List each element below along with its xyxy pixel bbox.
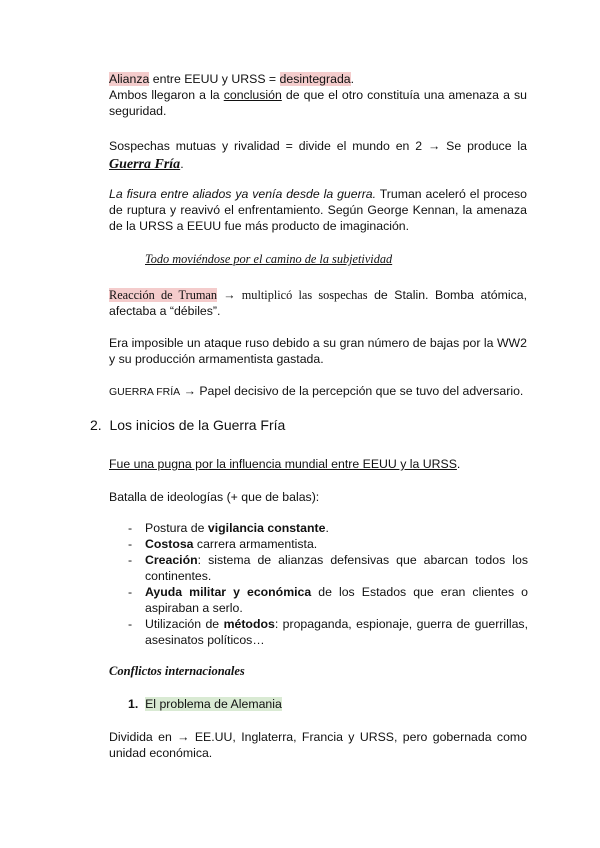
paragraph-conclusion [109,87,527,119]
list-item [128,552,528,584]
bold-term: Costosa [145,537,194,551]
bold-term: vigilancia constante [207,521,326,535]
text: : propaganda, espionaje, guerra de guerrillas, asesinatos políticos… [145,617,528,647]
heading-title: Los inicios de la Guerra Fría [109,417,286,433]
text: carrera armamentista. [193,537,318,551]
paragraph-fisura [109,186,527,234]
paragraph-reaccion-truman [109,287,527,319]
text: → multiplicó las sospechas [217,288,368,302]
text: : sistema de alianzas defensivas que abarcan todos los continentes. [145,553,528,583]
item-number: 1. [128,697,139,711]
paragraph-guerra-fria-percepcion [109,383,527,400]
text: Truman aceleró el proceso de ruptura y reavivó el enfrentamiento. Según George Kennan, la amenaza de la URSS a EEUU fue más producto de imaginación. [109,187,527,233]
underlined-pugna: Fue una pugna por la influencia mundial entre EEUU y la URSS [109,457,457,471]
heading-number: 2. [90,417,102,433]
paragraph-ataque-ruso: Era imposible un ataque ruso debido a su gran número de bajas por la WW2 y su producción armamentista gastada. [109,336,527,366]
dash: - [128,537,133,551]
subjetividad-note: Todo moviéndose por el camino de la subjetividad [145,252,393,266]
text: Sospechas mutuas y rivalidad = divide el mundo en 2 → Se produce la [109,139,527,153]
bold-term: métodos [223,617,275,631]
text: de Stalin. Bomba atómica, afectaba a “débiles”. [109,288,527,318]
list-item [128,536,528,552]
paragraph-pugna [109,456,527,472]
list-item [128,520,528,536]
subheading-conflictos: Conflictos internacionales [109,664,245,678]
dash: - [128,521,133,535]
text: . [325,521,329,535]
highlight-alianza: Alianza [109,72,150,86]
highlight-problema-alemania: El problema de Alemania [145,697,282,711]
dash: - [128,553,133,567]
text: entre EEUU y URSS = [149,72,280,86]
text: de los Estados que eran clientes o aspiraban a serlo. [145,585,528,615]
dash: - [128,617,133,631]
paragraph-ideologias: Batalla de ideologías (+ que de balas): [109,490,320,504]
paragraph-sospechas [109,137,527,174]
text: . [180,157,184,171]
text: Utilización de [145,617,224,631]
bold-term: Ayuda militar y económica [145,585,312,599]
highlight-desintegrada: desintegrada [279,72,351,86]
text: . [456,457,461,471]
guerra-fria-term: Guerra Fría [109,157,181,172]
text: Postura de [145,521,208,535]
section-heading [90,416,285,434]
text: . [350,72,355,86]
paragraph-alianza [109,71,527,87]
caps-guerra-fria: GUERRA FRÍA [109,386,181,398]
dash: - [128,585,133,599]
list-item [128,584,528,616]
numbered-item [128,696,282,712]
text: de que el otro constituía una amenaza a su seguridad. [109,88,527,118]
italic-fisura: La fisura entre aliados ya venía desde la guerra. [109,187,377,201]
text: Ambos llegaron a la [109,88,224,102]
paragraph-dividida: Dividida en → EE.UU, Inglaterra, Francia y URSS, pero gobernada como unidad económica. [109,730,527,760]
list-item [128,616,528,648]
underlined-conclusion: conclusión [223,88,282,102]
bold-term: Creación [145,553,198,567]
highlight-reaccion-truman: Reacción de Truman [109,288,218,302]
text: → Papel decisivo de la percepción que se tuvo del adversario. [180,384,524,398]
